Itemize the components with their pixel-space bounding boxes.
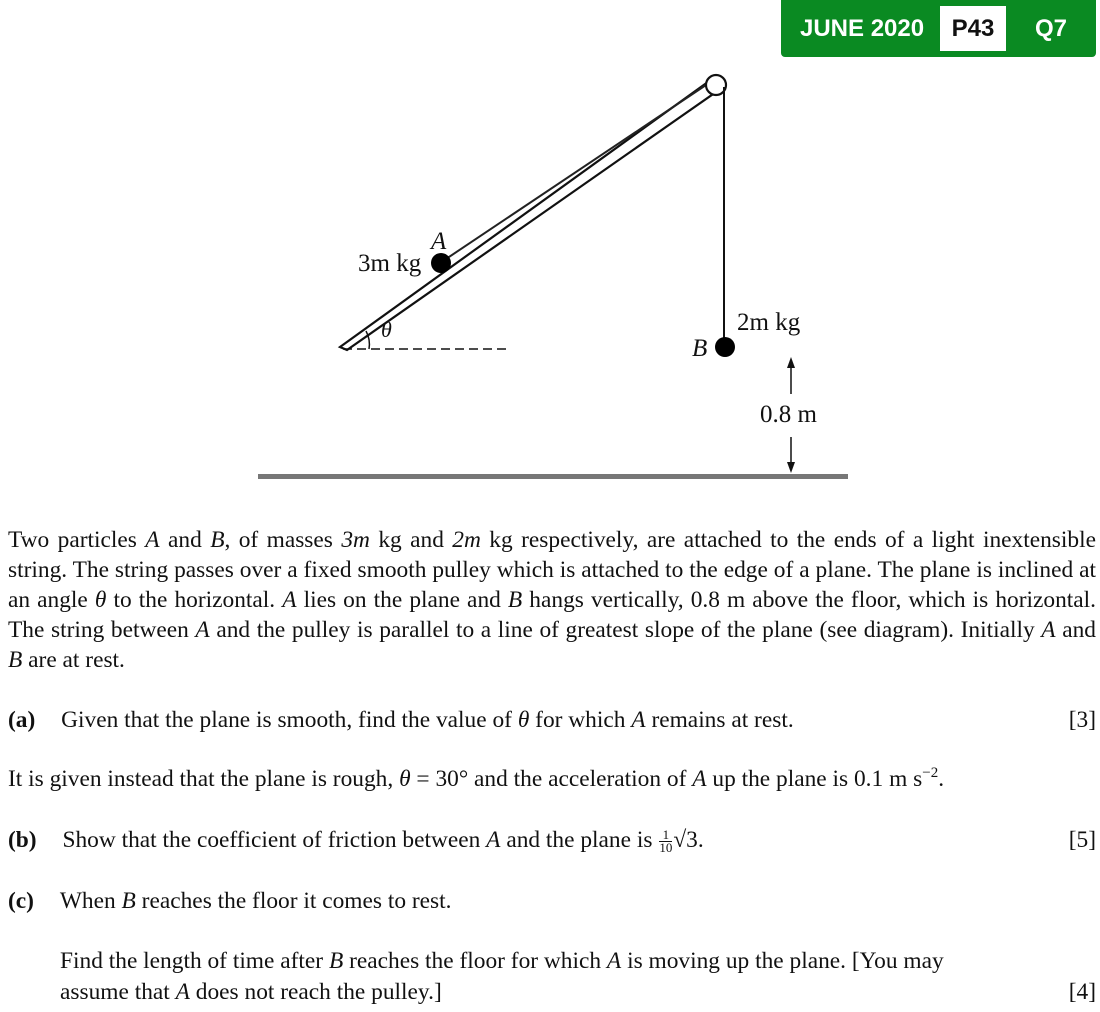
- part-b-label: (b): [8, 827, 37, 853]
- part-c-label: (c): [8, 888, 34, 914]
- question-number: Q7: [1035, 15, 1068, 42]
- label-b: B: [692, 335, 708, 362]
- part-b: [8, 825, 704, 855]
- part-c: [8, 886, 452, 916]
- height-arrowhead-down: [787, 462, 795, 473]
- fraction-one-tenth: $\frac{1}{10}$: [659, 827, 673, 856]
- exam-session: JUNE 2020: [800, 15, 925, 42]
- part-b-marks: [5]: [1068, 827, 1096, 853]
- height-arrowhead-up: [787, 357, 795, 368]
- diagram-svg: [0, 0, 1100, 500]
- floor: [258, 474, 848, 479]
- question-intro: Two particles A and B, of masses 3m kg and 2m kg respectively, are attached to the ends of a light inextensible string. The string passes over a fixed smooth pulley which is attached to the edge of a plane. The plane is inclined at an angle θ to the horizontal. A lies on the plane and B hangs vertically, 0.8 m above the floor, which is horizontal. The string between A and the pulley is parallel to a line of greatest slope of the plane (see diagram). Initially A and B are at rest.: [8, 527, 1096, 673]
- paper-code: P43: [951, 15, 995, 42]
- part-a-label: (a): [8, 707, 36, 733]
- part-b-text: Show that the coefficient of friction between A and the plane is $\frac{1}{10}$ √3.: [62, 827, 704, 856]
- angle-label: θ: [381, 317, 392, 342]
- label-a: A: [431, 228, 447, 255]
- particle-b: [715, 337, 735, 357]
- part-c-text: When B reaches the floor it comes to rest.: [59, 888, 452, 914]
- part-c-marks: [4]: [1068, 979, 1096, 1005]
- part-c-question-line-1: Find the length of time after B reaches the floor for which A is moving up the plane. [You may: [60, 948, 944, 974]
- part-a-marks: [3]: [1068, 707, 1096, 733]
- particle-a: [431, 253, 451, 273]
- inclined-plane: [340, 79, 716, 350]
- part-a: [8, 705, 794, 735]
- mass-b-label: 2m kg: [737, 309, 801, 336]
- string-on-plane: [440, 81, 712, 263]
- mechanics-diagram: [0, 0, 1100, 500]
- mass-a-label: 3m kg: [358, 250, 422, 277]
- rough-plane-statement: It is given instead that the plane is rough, θ = 30° and the acceleration of A up the plane is 0.1 m $s^{-2}$.: [8, 765, 945, 792]
- part-c-question-line-2: assume that A does not reach the pulley.]: [60, 979, 442, 1005]
- height-label: 0.8 m: [760, 401, 817, 428]
- part-a-text: Given that the plane is smooth, find the value of θ for which A remains at rest.: [61, 707, 794, 733]
